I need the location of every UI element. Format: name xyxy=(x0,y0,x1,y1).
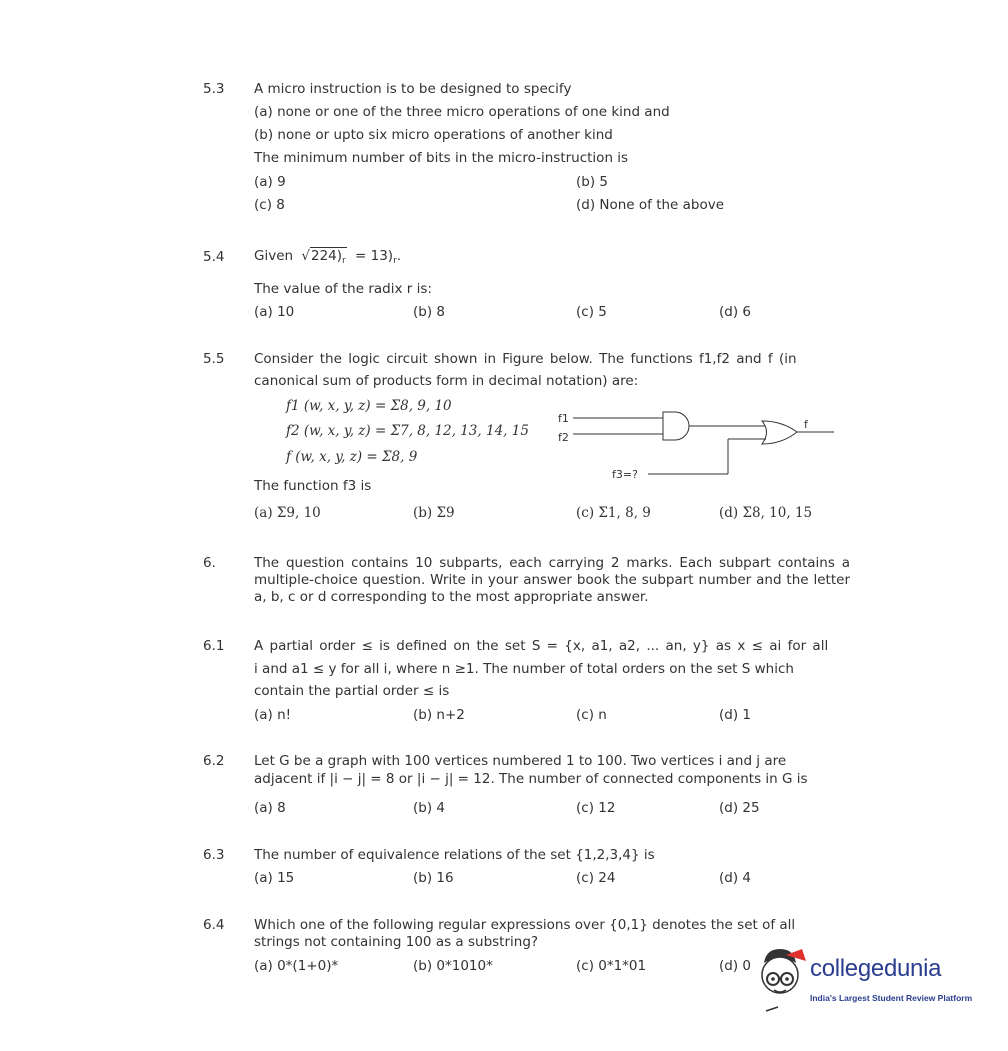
logo-wordmark: collegedunia xyxy=(810,955,942,982)
or-gate-icon xyxy=(762,421,797,444)
question-number: 6.4 xyxy=(203,917,225,933)
question-text: i and a1 ≤ y for all i, where n ≥1. The number of total orders on the set S which xyxy=(254,661,794,677)
option-b: (b) n+2 xyxy=(413,707,465,723)
option-a: (a) n! xyxy=(254,707,292,723)
question-text: The number of equivalence relations of the set {1,2,3,4} is xyxy=(254,847,655,863)
option-a: (a) 9 xyxy=(254,174,286,190)
function-f: f (w, x, y, z) = Σ8, 9 xyxy=(286,449,418,465)
circuit-input-f2: f2 xyxy=(558,431,569,444)
radix-subscript: r xyxy=(342,256,346,266)
sqrt-symbol: √ xyxy=(301,248,310,264)
question-text: A partial order ≤ is defined on the set S = {x, a1, a2, ... an, y} as x ≤ ai for all xyxy=(254,638,829,654)
instructions-paragraph: The question contains 10 subparts, each carrying 2 marks. Each subpart contains a multiple-choice question. Write in your answer book the subpart number and the letter a, b, c or d corresponding to the most appropriate answer. xyxy=(254,555,850,605)
option-b: (b) Σ9 xyxy=(413,505,455,521)
option-d: (d) 6 xyxy=(719,304,751,320)
question-text: Consider the logic circuit shown in Figure below. The functions f1,f2 and f (in xyxy=(254,351,797,367)
radicand: $224)_r$ xyxy=(310,248,346,266)
question-text: adjacent if |i − j| = 8 or |i − j| = 12. The number of connected components in G is xyxy=(254,771,808,787)
option-d: (d) 4 xyxy=(719,870,751,886)
question-text: The minimum number of bits in the micro-instruction is xyxy=(254,150,629,166)
option-d: (d) 0 xyxy=(719,958,751,974)
question-text: The value of the radix r is: xyxy=(254,281,432,297)
question-number: 6.1 xyxy=(203,638,225,654)
question-number: 6. xyxy=(203,555,216,571)
question-text: canonical sum of products form in decimal notation) are: xyxy=(254,373,639,389)
rhs: = 13) xyxy=(355,248,394,264)
collegedunia-logo xyxy=(750,945,1000,1015)
option-c: (c) 0*1*01 xyxy=(576,958,647,974)
question-text: contain the partial order ≤ is xyxy=(254,683,450,699)
mascot-icon xyxy=(750,945,812,1015)
question-number: 5.5 xyxy=(203,351,225,367)
option-b: (b) 16 xyxy=(413,870,454,886)
option-a: (a) 10 xyxy=(254,304,295,320)
function-f1: f1 (w, x, y, z) = Σ8, 9, 10 xyxy=(286,398,452,414)
radix-subscript: r xyxy=(393,256,397,266)
period: . xyxy=(396,248,402,264)
question-number: 6.2 xyxy=(203,753,225,769)
question-text: (b) none or upto six micro operations of another kind xyxy=(254,127,613,143)
option-c: (c) 8 xyxy=(254,197,285,213)
option-c: (c) 24 xyxy=(576,870,616,886)
question-text: A micro instruction is to be designed to specify xyxy=(254,81,572,97)
question-text: strings not containing 100 as a substring? xyxy=(254,934,539,950)
function-f2: f2 (w, x, y, z) = Σ7, 8, 12, 13, 14, 15 xyxy=(286,423,529,439)
and-gate-icon xyxy=(663,412,689,440)
circuit-output-f: f xyxy=(804,418,808,431)
option-b: (b) 5 xyxy=(576,174,608,190)
logo-tagline: India's Largest Student Review Platform xyxy=(810,993,973,1003)
option-d: (d) 25 xyxy=(719,800,760,816)
question-number: 5.3 xyxy=(203,81,225,97)
option-b: (b) 4 xyxy=(413,800,445,816)
question-number: 5.4 xyxy=(203,249,225,265)
option-d: (d) None of the above xyxy=(576,197,725,213)
option-d: (d) 1 xyxy=(719,707,751,723)
question-text: Let G be a graph with 100 vertices numbered 1 to 100. Two vertices i and j are xyxy=(254,753,787,769)
logic-circuit-diagram xyxy=(550,404,840,486)
option-a: (a) 8 xyxy=(254,800,286,816)
option-c: (c) Σ1, 8, 9 xyxy=(576,505,651,521)
option-a: (a) 15 xyxy=(254,870,295,886)
question-text: (a) none or one of the three micro operations of one kind and xyxy=(254,104,670,120)
option-c: (c) 5 xyxy=(576,304,607,320)
option-b: (b) 0*1010* xyxy=(413,958,493,974)
option-a: (a) Σ9, 10 xyxy=(254,505,321,521)
given-label: Given xyxy=(254,248,294,264)
option-c: (c) 12 xyxy=(576,800,616,816)
option-b: (b) 8 xyxy=(413,304,445,320)
circuit-input-f3: f3=? xyxy=(612,468,638,481)
question-text: The function f3 is xyxy=(254,478,372,494)
option-c: (c) n xyxy=(576,707,607,723)
circuit-input-f1: f1 xyxy=(558,412,569,425)
option-d: (d) Σ8, 10, 15 xyxy=(719,505,813,521)
question-number: 6.3 xyxy=(203,847,225,863)
given-equation xyxy=(254,247,401,267)
question-text: Which one of the following regular expressions over {0,1} denotes the set of all xyxy=(254,917,796,933)
option-a: (a) 0*(1+0)* xyxy=(254,958,339,974)
